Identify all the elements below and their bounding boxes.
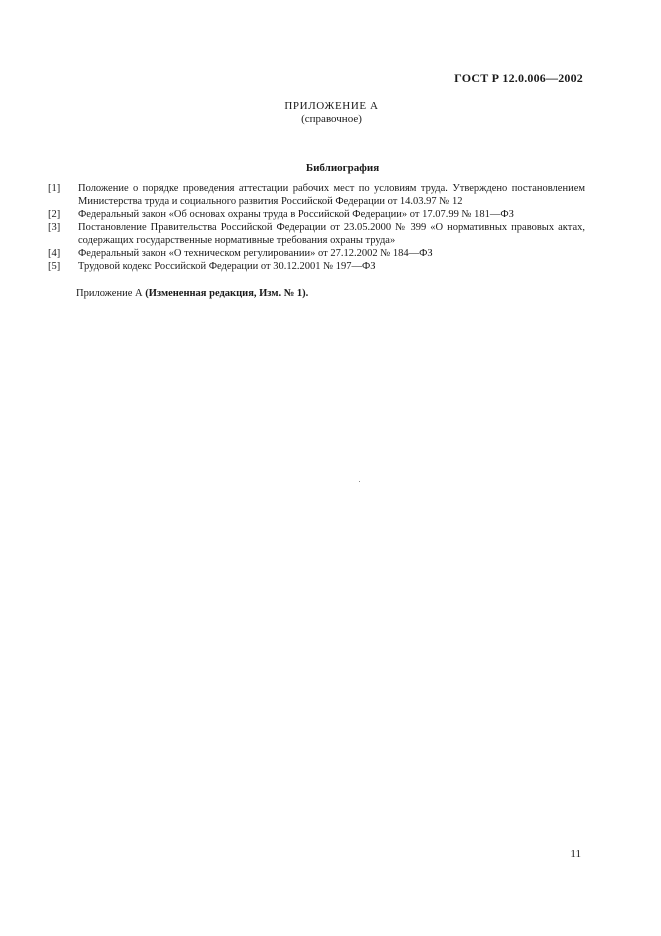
bibliography-item bbox=[48, 221, 585, 247]
bibliography-item bbox=[48, 208, 585, 221]
bibliography-item-text: Федеральный закон «Об основах охраны труда в Российской Федерации» от 17.07.99 № 181—ФЗ bbox=[78, 209, 514, 220]
bibliography-item bbox=[48, 247, 585, 260]
amendment-note-emphasis: (Измененная редакция, Изм. № 1). bbox=[145, 288, 309, 299]
bibliography-item-text: Положение о порядке проведения аттестации рабочих мест по условиям труда. Утверждено постановлением Министерства труда и социального развития Российской Федерации от 14.03.97 № 12 bbox=[78, 183, 585, 207]
bibliography-item-number: [2] bbox=[48, 209, 61, 220]
scan-speck bbox=[359, 481, 360, 482]
amendment-note bbox=[76, 288, 308, 299]
amendment-note-prefix: Приложение А bbox=[76, 288, 143, 299]
appendix-subtitle: (справочное) bbox=[301, 113, 362, 125]
bibliography-item-number: [1] bbox=[48, 183, 61, 194]
bibliography-heading: Библиография bbox=[305, 162, 380, 174]
document-code: ГОСТ Р 12.0.006—2002 bbox=[454, 71, 583, 85]
bibliography-item-text: Постановление Правительства Российской Федерации от 23.05.2000 № 399 «О нормативных правовых актах, содержащих государственные нормативные требования охраны труда» bbox=[78, 222, 585, 246]
bibliography-item bbox=[48, 260, 585, 273]
bibliography-item-text: Трудовой кодекс Российской Федерации от 30.12.2001 № 197—ФЗ bbox=[78, 261, 376, 272]
bibliography-item-number: [3] bbox=[48, 222, 61, 233]
bibliography-item-number: [5] bbox=[48, 261, 61, 272]
page-number: 11 bbox=[570, 848, 581, 860]
appendix-title: ПРИЛОЖЕНИЕ А bbox=[284, 100, 379, 112]
appendix-heading bbox=[0, 100, 661, 126]
bibliography-item-number: [4] bbox=[48, 248, 61, 259]
bibliography-item bbox=[48, 182, 585, 208]
bibliography-item-text: Федеральный закон «О техническом регулировании» от 27.12.2002 № 184—ФЗ bbox=[78, 248, 433, 259]
bibliography-list bbox=[48, 182, 585, 273]
